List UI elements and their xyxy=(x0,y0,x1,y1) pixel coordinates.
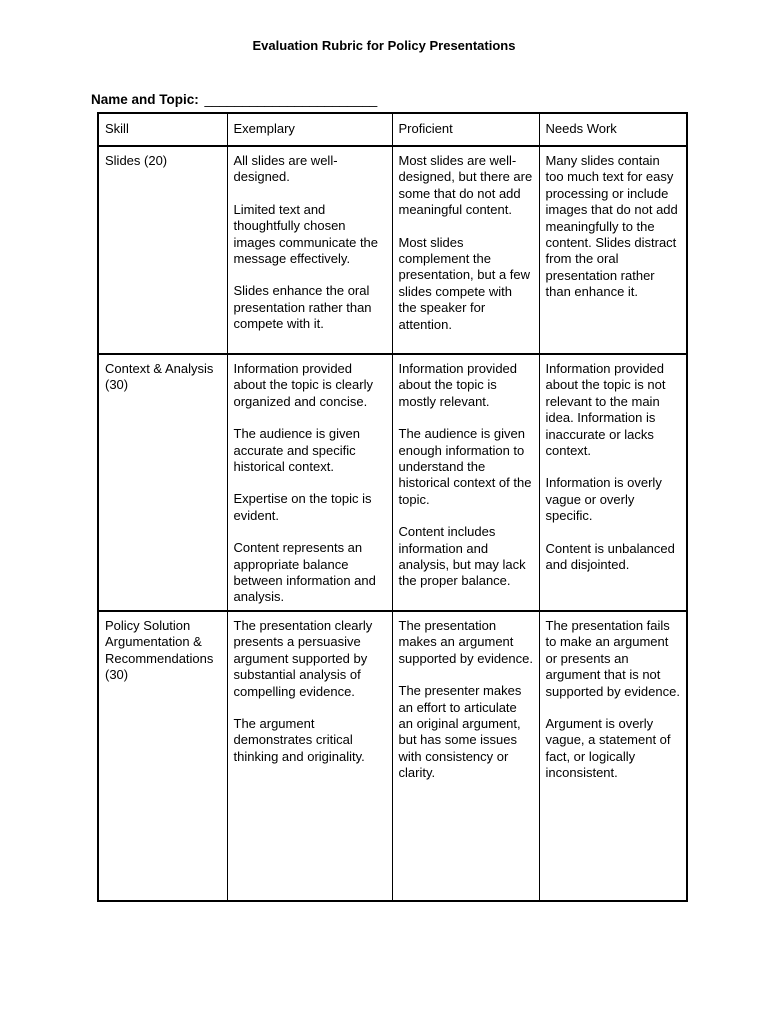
criterion-text: The argument demonstrates critical thinking and originality. xyxy=(233,715,365,764)
criterion-text: Limited text and thoughtfully chosen images communicate the message effectively. xyxy=(233,201,379,267)
header-exemplary: Exemplary xyxy=(227,113,392,146)
criterion-text: Information provided about the topic is clearly organized and concise. xyxy=(233,361,373,409)
rubric-table xyxy=(97,112,688,902)
criterion-text: Most slides complement the presentation, but a few slides compete with the speaker for attention. xyxy=(398,234,531,332)
criterion-text: Most slides are well-designed, but there are some that do not add meaningful content. xyxy=(398,153,533,218)
header-proficient: Proficient xyxy=(392,113,539,146)
criterion-text: All slides are well-designed. xyxy=(233,153,338,185)
criterion-text: Content is unbalanced and disjointed. xyxy=(545,540,675,573)
criterion-text: Argument is overly vague, a statement of fact, or logically inconsistent. xyxy=(545,715,671,781)
needs-work-cell xyxy=(539,354,687,611)
criterion-text: The audience is given enough information to understand the historical context of the topic. xyxy=(398,426,532,507)
exemplary-cell xyxy=(227,354,392,611)
criterion-text: Content represents an appropriate balance between information and analysis. xyxy=(233,540,376,605)
table-header-row xyxy=(98,113,687,146)
skill-cell: Context & Analysis (30) xyxy=(98,354,227,611)
criterion-text: The presentation makes an argument supported by evidence. xyxy=(398,617,533,666)
criterion-text: The presentation clearly presents a persuasive argument supported by substantial analysis of compelling evidence. xyxy=(233,617,373,699)
criterion-text: Slides enhance the oral presentation rather than compete with it. xyxy=(233,283,372,332)
criterion-text: The presenter makes an effort to articulate an original argument, but has some issues with consistency or clarity. xyxy=(398,683,522,781)
exemplary-cell xyxy=(227,146,392,354)
table-row xyxy=(98,354,687,611)
page-title: Evaluation Rubric for Policy Presentations xyxy=(252,38,516,53)
skill-cell: Policy Solution Argumentation & Recommendations (30) xyxy=(98,611,227,901)
table-row xyxy=(98,611,687,901)
criterion-text: The presentation fails to make an argument or presents an argument that is not supported by evidence. xyxy=(545,617,680,699)
criterion-text: Expertise on the topic is evident. xyxy=(233,491,372,523)
criterion-text: Information provided about the topic is mostly relevant. xyxy=(398,361,518,409)
skill-cell: Slides (20) xyxy=(98,146,227,354)
criterion-text: Content includes information and analysis, but may lack the proper balance. xyxy=(398,524,526,589)
proficient-cell xyxy=(392,611,539,901)
criterion-text: Information is overly vague or overly specific. xyxy=(545,475,662,524)
header-needs-work: Needs Work xyxy=(539,113,687,146)
proficient-cell xyxy=(392,354,539,611)
table-row xyxy=(98,146,687,354)
name-topic-label: Name and Topic: xyxy=(91,92,199,107)
proficient-cell xyxy=(392,146,539,354)
criterion-text: The audience is given accurate and specific historical context. xyxy=(233,426,360,475)
needs-work-cell xyxy=(539,146,687,354)
name-topic-line xyxy=(91,92,377,108)
criterion-text: Many slides contain too much text for easy processing or include images that do not add meaningfully to the content. Slides distract from the oral presentation rather than enhance it. xyxy=(545,153,678,300)
header-skill: Skill xyxy=(98,113,227,146)
criterion-text: Information provided about the topic is not relevant to the main idea. Information is inaccurate or lacks context. xyxy=(545,361,666,459)
exemplary-cell xyxy=(227,611,392,901)
needs-work-cell xyxy=(539,611,687,901)
name-topic-blank: _______________________ xyxy=(204,92,378,107)
